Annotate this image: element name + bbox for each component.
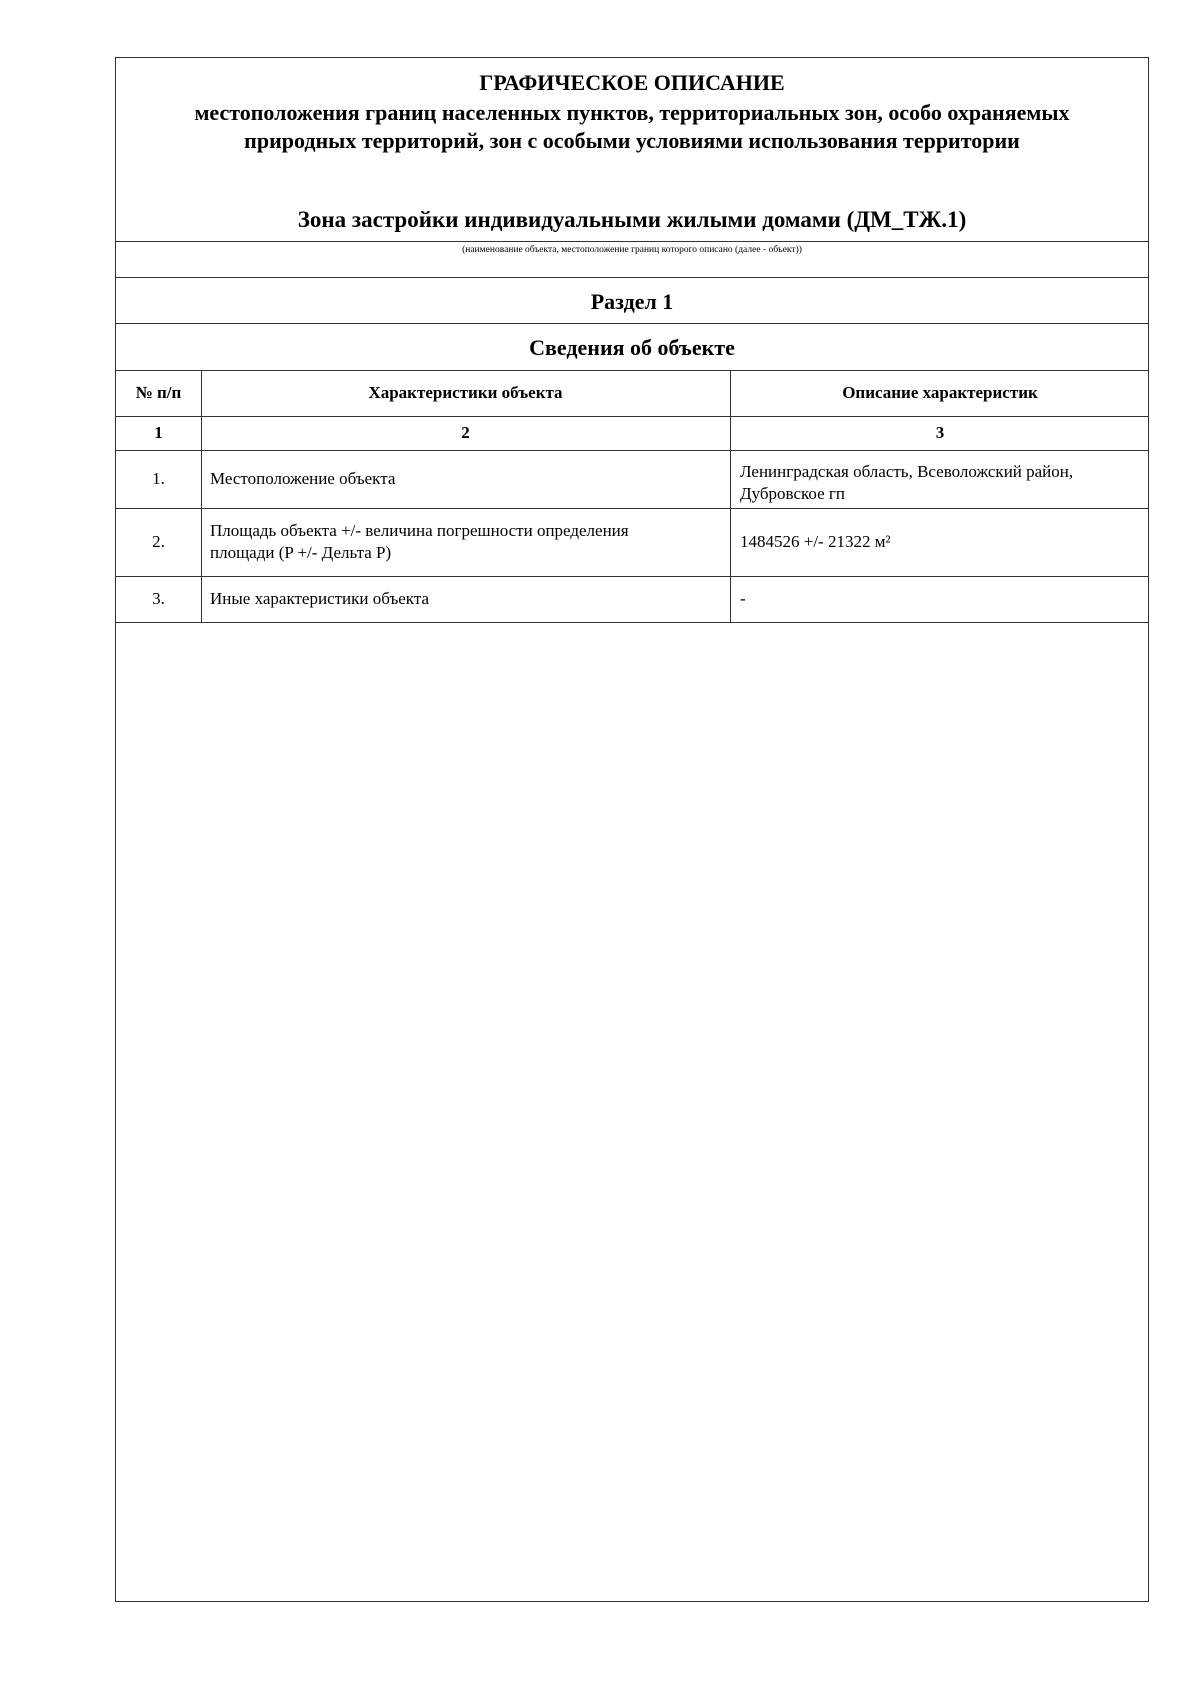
table-row-3-characteristic: Иные характеристики объекта <box>210 589 430 608</box>
document-title: ГРАФИЧЕСКОЕ ОПИСАНИЕ <box>479 70 785 95</box>
table-row-1-description: Ленинградская область, Всеволожский район, Дубровское гп <box>740 462 1074 503</box>
document-header <box>116 58 1148 241</box>
table-bottom-border <box>116 622 1148 623</box>
column-number: 3 <box>935 423 945 442</box>
divider <box>116 241 1148 242</box>
table-header-description: Описание характеристик <box>842 383 1038 402</box>
divider <box>116 323 1148 324</box>
section-label: Раздел 1 <box>590 289 674 314</box>
divider <box>116 277 1148 278</box>
object-caption: (наименование объекта, местоположение границ которого описано (далее - объект)) <box>462 245 802 255</box>
table-row-2-description: 1484526 +/- 21322 м² <box>740 532 891 551</box>
table-row-2-num: 2. <box>152 532 165 551</box>
document-frame <box>115 57 1149 1602</box>
table-header-characteristic: Характеристики объекта <box>368 383 563 402</box>
column-number: 2 <box>461 423 470 442</box>
table-row-1-num: 1. <box>152 469 165 488</box>
table-row-3-num: 3. <box>152 589 165 608</box>
table-row-2-characteristic: Площадь объекта +/- величина погрешности определения площади (P +/- Дельта P) <box>210 521 629 562</box>
document-subtitle: местоположения границ населенных пунктов, территориальных зон, особо охраняемых природных территорий, зон с особыми условиями использования территории <box>194 100 1070 153</box>
table-header-num: № п/п <box>135 383 182 402</box>
column-number: 1 <box>154 423 163 442</box>
section-title: Сведения об объекте <box>529 335 735 360</box>
object-name: Зона застройки индивидуальными жилыми домами (ДМ_ТЖ.1) <box>297 207 967 232</box>
table-row-1-characteristic: Местоположение объекта <box>210 469 396 488</box>
table-row-3-description: - <box>740 589 746 608</box>
